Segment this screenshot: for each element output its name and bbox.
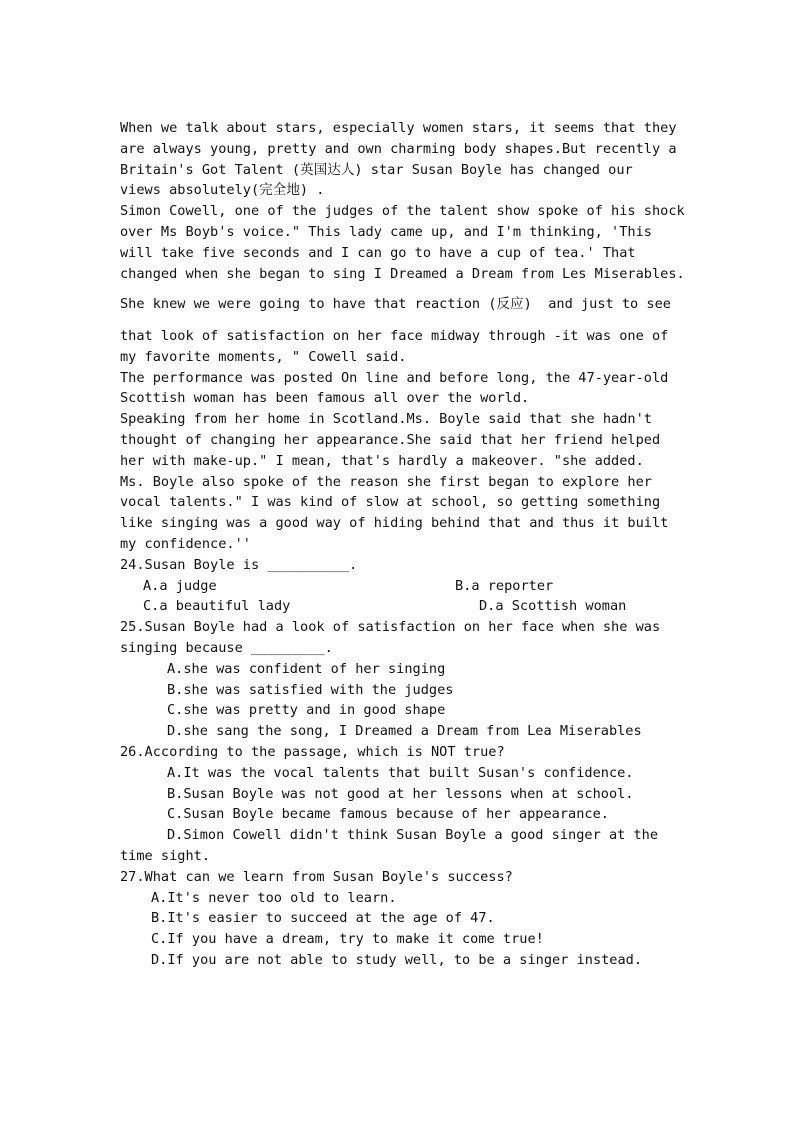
passage-line: Scottish woman has been famous all over the world. (120, 390, 530, 406)
option-d: D.she sang the song, I Dreamed a Dream from Lea Miserables (167, 723, 642, 739)
option-b: B.It's easier to succeed at the age of 47. (151, 910, 495, 926)
passage-line: vocal talents." I was kind of slow at school, so getting something (120, 494, 661, 510)
passage-line: my favorite moments, " Cowell said. (120, 349, 407, 365)
option-b: B.Susan Boyle was not good at her lessons when at school. (167, 786, 634, 802)
option-a: A.she was confident of her singing (167, 661, 446, 677)
option-d: D.a Scottish woman (479, 598, 627, 614)
option-d: D.Simon Cowell didn't think Susan Boyle a good singer at the (167, 827, 659, 843)
passage-line: The performance was posted On line and before long, the 47-year-old (120, 370, 669, 386)
passage-line: will take five seconds and I can go to have a cup of tea.' That (120, 245, 636, 261)
passage-line: over Ms Boyb's voice." This lady came up, and I'm thinking, 'This (120, 224, 652, 240)
option-a: A.a judge (143, 578, 217, 594)
passage-line: Ms. Boyle also spoke of the reason she first began to explore her (120, 474, 652, 490)
option-b: B.she was satisfied with the judges (167, 682, 454, 698)
passage-line: When we talk about stars, especially women stars, it seems that they (120, 120, 677, 136)
passage-line: Britain's Got Talent (英国达人) star Susan Boyle has changed our (120, 162, 633, 178)
passage-line: changed when she began to sing I Dreamed a Dream from Les Miserables. (120, 266, 685, 282)
option-c: C.a beautiful lady (143, 598, 291, 614)
passage-line: my confidence.'' (120, 536, 251, 552)
option-a: A.It was the vocal talents that built Susan's confidence. (167, 765, 634, 781)
passage-line: that look of satisfaction on her face midway through -it was one of (120, 328, 669, 344)
passage-line: views absolutely(完全地) . (120, 182, 325, 198)
passage-line: like singing was a good way of hiding behind that and thus it built (120, 515, 669, 531)
option-d: D.If you are not able to study well, to be a singer instead. (151, 952, 643, 968)
passage-line: Speaking from her home in Scotland.Ms. Boyle said that she hadn't (120, 411, 652, 427)
question-stem: 26.According to the passage, which is NOT true? (120, 744, 505, 760)
question-stem: 27.What can we learn from Susan Boyle's success? (120, 869, 513, 885)
question-stem: singing because _________. (120, 640, 333, 656)
passage-line: are always young, pretty and own charming body shapes.But recently a (120, 141, 677, 157)
question-stem: 24.Susan Boyle is __________. (120, 557, 358, 573)
question-stem: 25.Susan Boyle had a look of satisfaction on her face when she was (120, 619, 661, 635)
option-c: C.If you have a dream, try to make it come true! (151, 931, 544, 947)
option-a: A.It's never too old to learn. (151, 890, 397, 906)
passage-line: Simon Cowell, one of the judges of the talent show spoke of his shock (120, 203, 685, 219)
option-b: B.a reporter (455, 578, 554, 594)
option-c: C.she was pretty and in good shape (167, 702, 446, 718)
passage-line: She knew we were going to have that reaction (反应) and just to see (120, 296, 671, 312)
passage-line: her with make-up." I mean, that's hardly a makeover. "she added. (120, 453, 644, 469)
passage-line: thought of changing her appearance.She said that her friend helped (120, 432, 661, 448)
option-c: C.Susan Boyle became famous because of her appearance. (167, 806, 609, 822)
option-d-continued: time sight. (120, 848, 211, 864)
